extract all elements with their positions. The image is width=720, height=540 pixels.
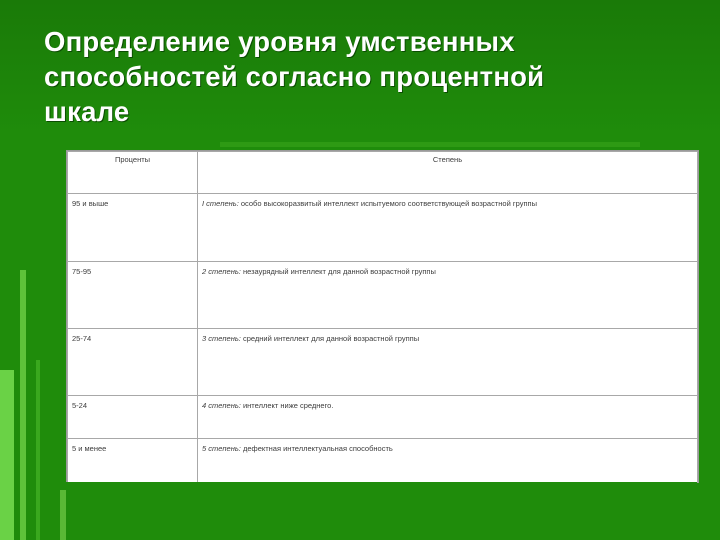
degree-cell [198, 262, 698, 329]
percent-cell: 5-24 [68, 396, 198, 439]
degree-text: интеллект ниже среднего. [240, 401, 334, 410]
degree-label: 3 степень: [202, 334, 241, 343]
degree-cell [198, 329, 698, 396]
percent-cell: 5 и менее [68, 439, 198, 483]
percent-cell: 75-95 [68, 262, 198, 329]
title-line: шкале [44, 96, 130, 127]
title-line: Определение уровня умственных [44, 26, 515, 57]
degree-label: 5 степень: [202, 444, 241, 453]
table-row [68, 194, 698, 262]
slide-title [44, 24, 684, 129]
iq-percentile-table [66, 150, 699, 483]
degree-label: I степень: [202, 199, 239, 208]
degree-label: 2 степень: [202, 267, 241, 276]
decorative-stripe [0, 370, 14, 540]
table-row [68, 396, 698, 439]
table [67, 151, 698, 483]
degree-cell [198, 439, 698, 483]
title-line: способностей согласно процентной [44, 61, 545, 92]
degree-text: дефектная интеллектуальная способность [240, 444, 393, 453]
column-header-degree: Степень [198, 152, 698, 194]
table-row [68, 439, 698, 483]
degree-cell [198, 396, 698, 439]
table-row [68, 329, 698, 396]
degree-text: средний интеллект для данной возрастной группы [240, 334, 420, 343]
background-band [66, 482, 697, 540]
table-header-row [68, 152, 698, 194]
decorative-stripe [36, 360, 40, 540]
column-header-percent: Проценты [68, 152, 198, 194]
degree-label: 4 степень: [202, 401, 241, 410]
table-row [68, 262, 698, 329]
degree-text: особо высокоразвитый интеллект испытуемого соответствующей возрастной группы [238, 199, 537, 208]
decorative-stripe [220, 142, 640, 147]
degree-cell [198, 194, 698, 262]
degree-text: незаурядный интеллект для данной возрастной группы [240, 267, 436, 276]
percent-cell: 25-74 [68, 329, 198, 396]
decorative-stripe [20, 270, 26, 540]
percent-cell: 95 и выше [68, 194, 198, 262]
